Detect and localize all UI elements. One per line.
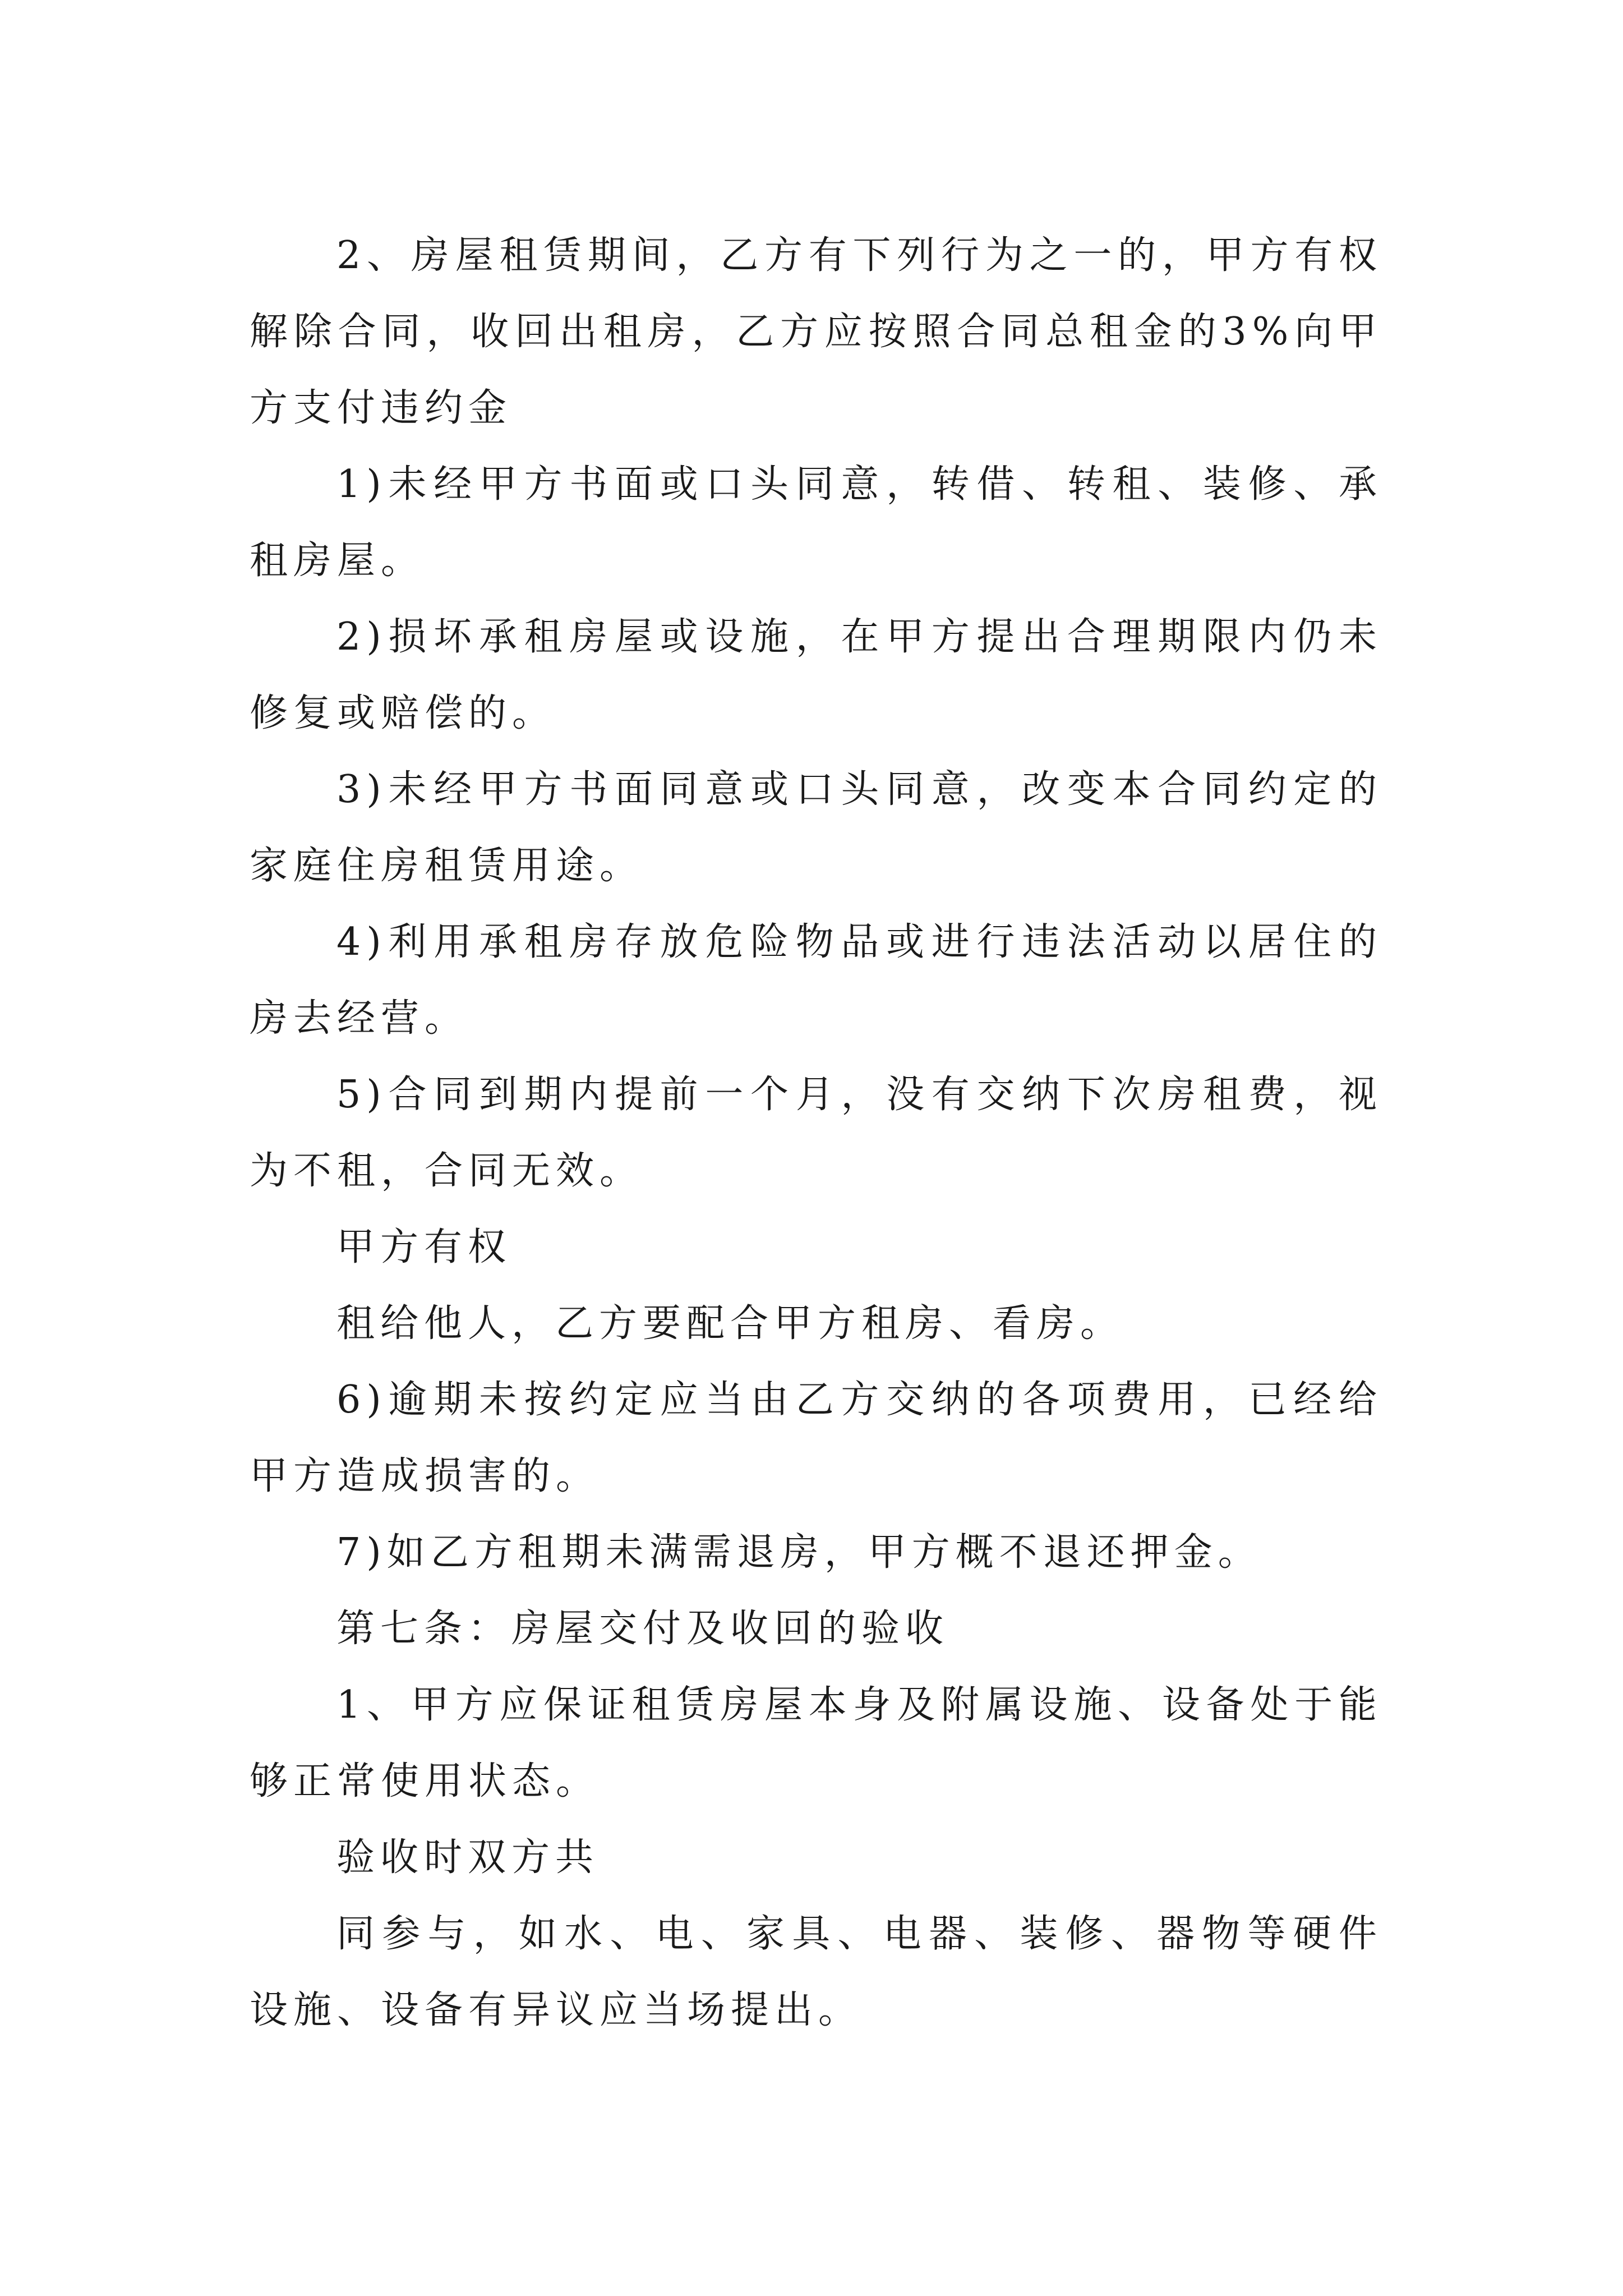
paragraph-inspection-start: 验收时双方共 (336, 1835, 600, 1880)
paragraph-termination-clause: 2、房屋租赁期间，乙方有下列行为之一的，甲方有权解除合同，收回出租房，乙方应按照合同总租金的3%向甲方支付违约金 (250, 233, 1382, 430)
paragraph-item-3: 3)未经甲方书面同意或口头同意，改变本合同约定的家庭住房租赁用途。 (250, 767, 1382, 888)
paragraph-item-4: 4)利用承租房存放危险物品或进行违法活动以居住的房去经营。 (250, 920, 1382, 1041)
paragraph-item-7: 7)如乙方租期未满需退房，甲方概不退还押金。 (336, 1530, 1262, 1575)
paragraph-item-6: 6)逾期未按约定应当由乙方交纳的各项费用，已经给甲方造成损害的。 (250, 1378, 1382, 1498)
paragraph-relet: 租给他人，乙方要配合甲方租房、看房。 (336, 1301, 1124, 1346)
document-body (250, 218, 1382, 2049)
paragraph-item-5: 5)合同到期内提前一个月，没有交纳下次房租费，视为不租，合同无效。 (250, 1073, 1382, 1193)
paragraph-landlord-right: 甲方有权 (336, 1225, 512, 1269)
paragraph-item-2: 2)损坏承租房屋或设施，在甲方提出合理期限内仍未修复或赔偿的。 (250, 615, 1382, 735)
paragraph-article-7-1: 1、甲方应保证租赁房屋本身及附属设施、设备处于能够正常使用状态。 (250, 1683, 1382, 1803)
paragraph-item-1: 1)未经甲方书面或口头同意，转借、转租、装修、承租房屋。 (250, 462, 1382, 583)
paragraph-inspection-details: 同参与，如水、电、家具、电器、装修、器物等硬件设施、设备有异议应当场提出。 (250, 1912, 1382, 2032)
article-seven-heading: 第七条：房屋交付及收回的验收 (336, 1607, 949, 1651)
